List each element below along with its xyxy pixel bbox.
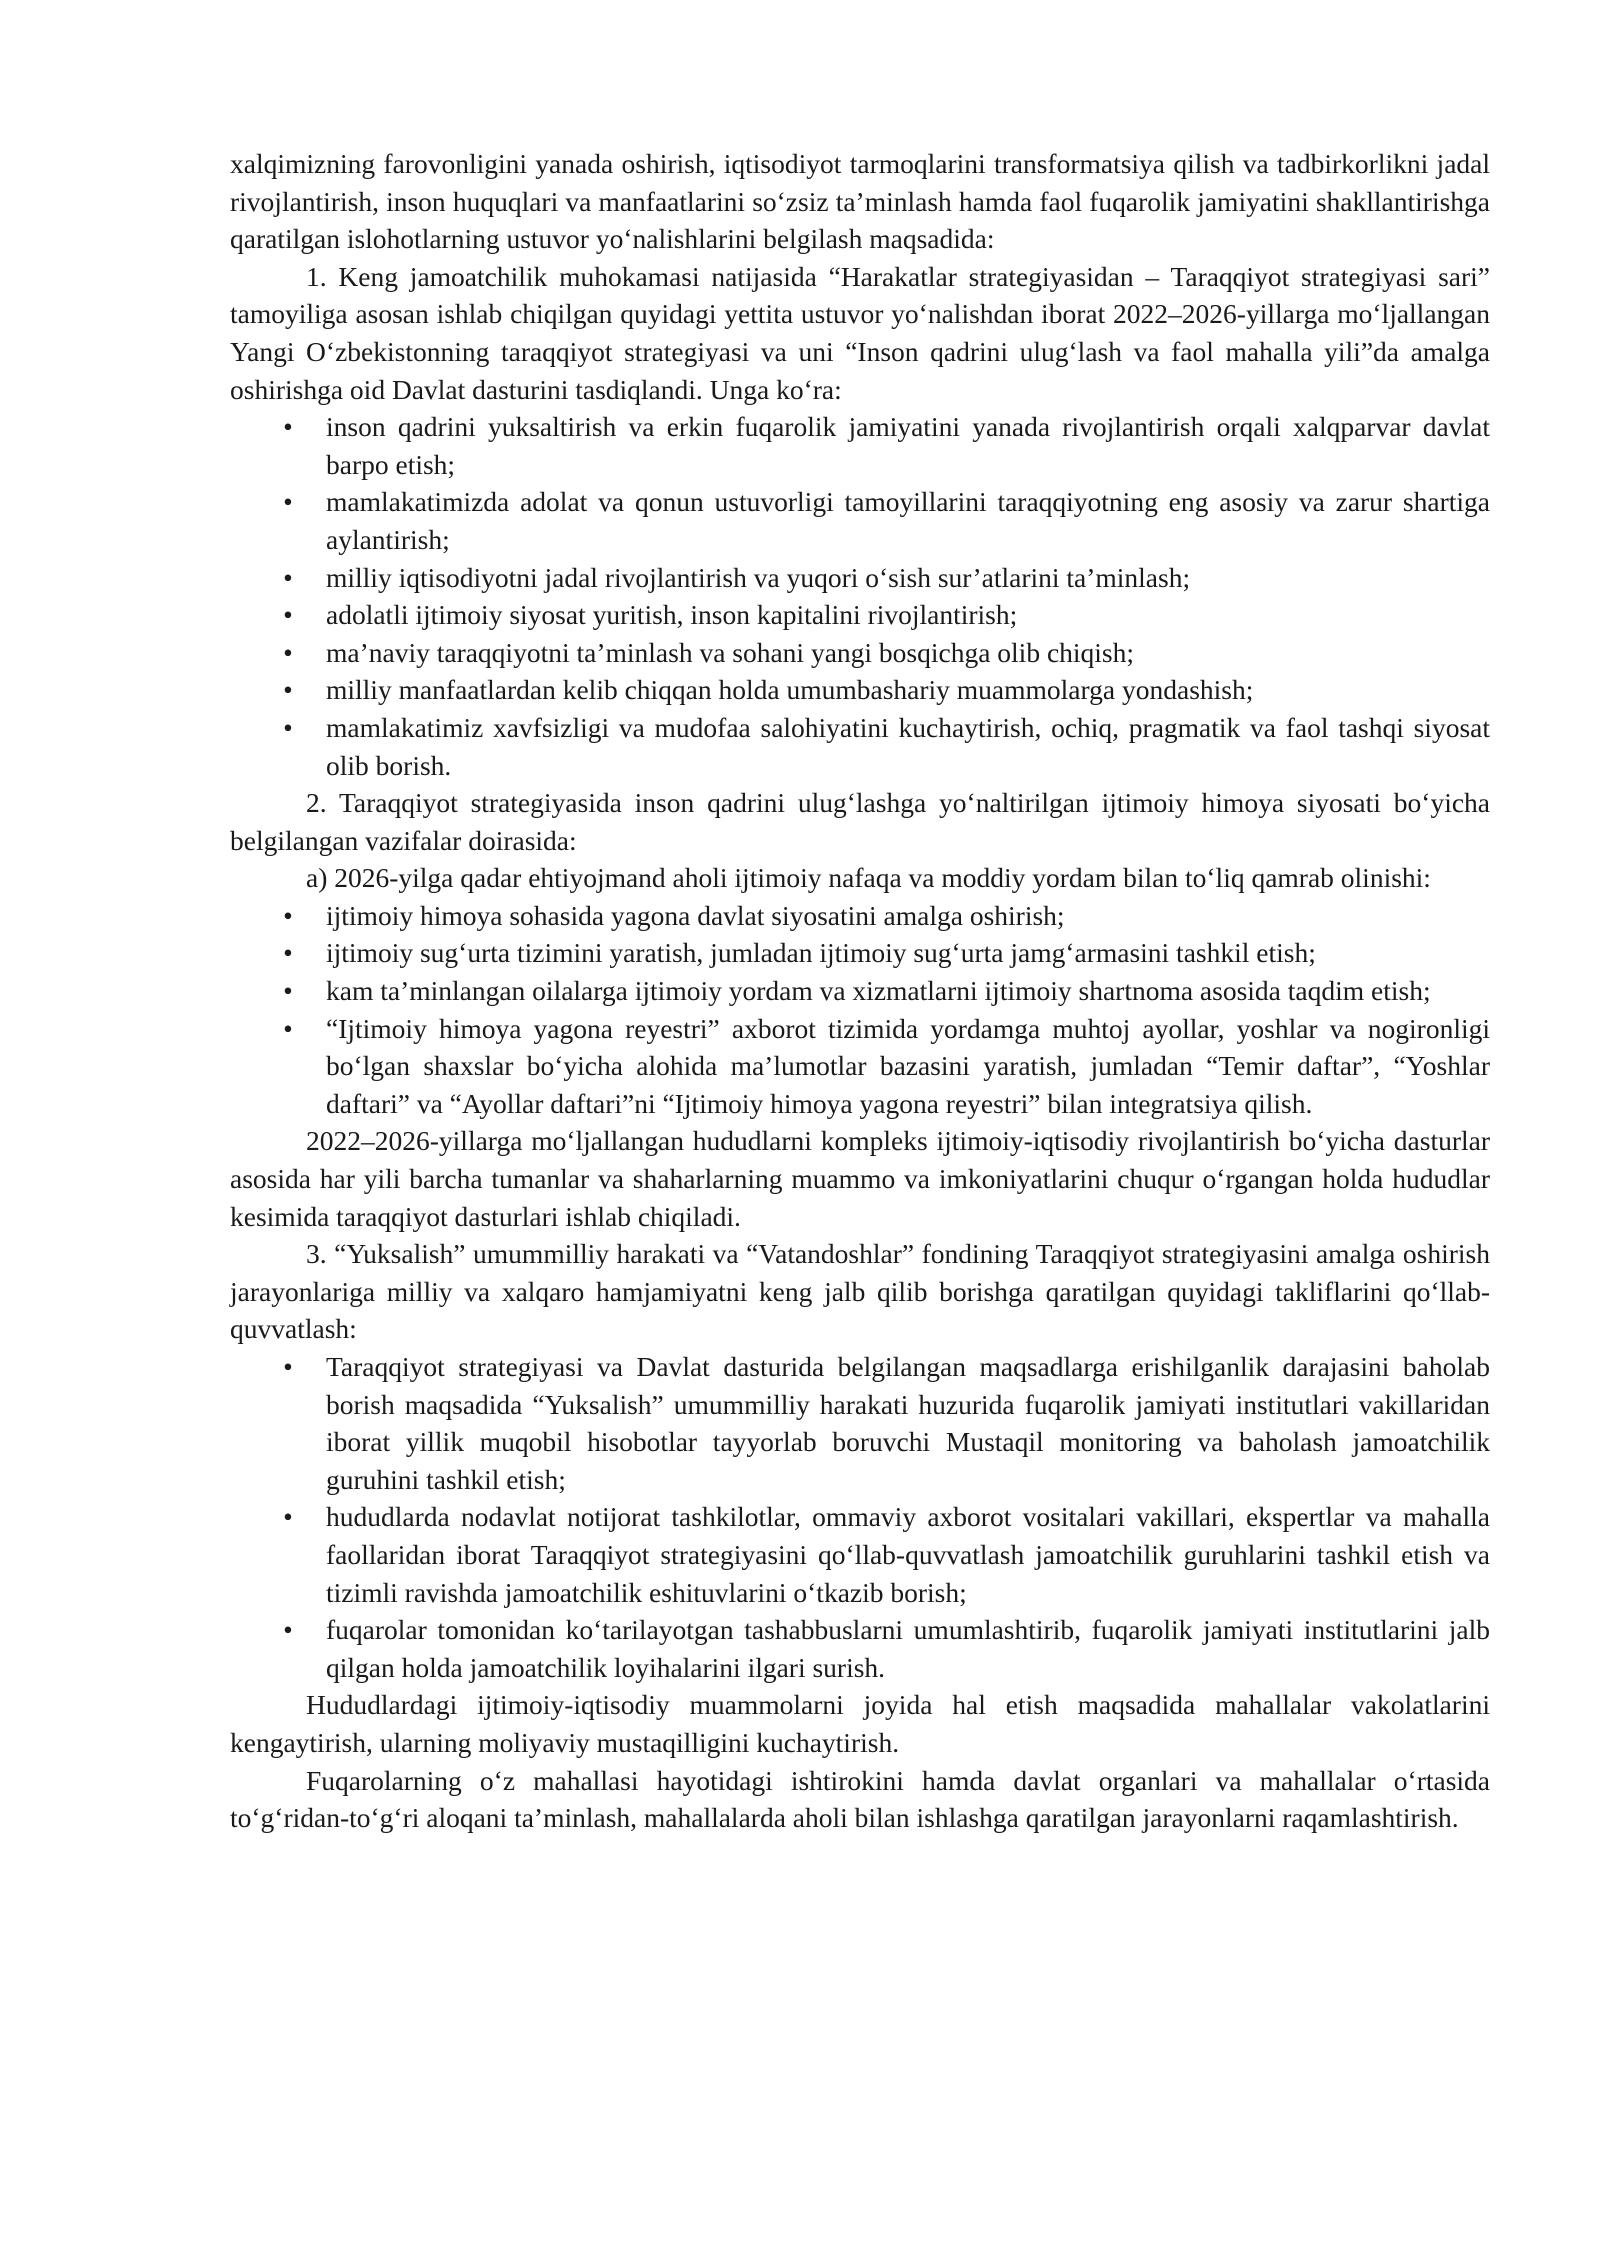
list-item (230, 1611, 1490, 1686)
list-item-text: “Ijtimoiy himoya yagona reyestri” axborot tizimida yordamga muhtoj ayollar, yoshlar va nogironligi bo‘lgan shaxslar bo‘yicha alohida ma’lumotlar bazasini yaratish, jumladan “Temir daftar”, “Yoshlar daftari” va “Ayollar daftari”ni “Ijtimoiy himoya yagona reyestri” bilan integratsiya qilish. (326, 1012, 1490, 1119)
list-item-text: inson qadrini yuksaltirish va erkin fuqarolik jamiyatini yanada rivojlantirish orqali xalqparvar davlat barpo etish; (326, 411, 1490, 480)
list-item (230, 671, 1490, 709)
bullet-icon: • (283, 561, 293, 593)
item-1-paragraph: 1. Keng jamoatchilik muhokamasi natijasida “Harakatlar strategiyasidan – Taraqqiyot strategiyasi sari” tamoyiliga asosan ishlab chiqilgan quyidagi yettita ustuvor yo‘nalishdan iborat 2022–2026-yillarga mo‘ljallangan Yangi O‘zbekistonning taraqqiyot strategiyasi va uni “Inson qadrini ulug‘lash va faol mahalla yili”da amalga oshirishga oid Davlat dasturini tasdiqlandi. Unga ko‘ra: (230, 260, 1490, 405)
list-item (230, 709, 1490, 784)
list-item (230, 596, 1490, 634)
regions-paragraph: 2022–2026-yillarga mo‘ljallangan hududlarni kompleks ijtimoiy-iqtisodiy rivojlantirish bo‘yicha dasturlar asosida har yili barcha tumanlar va shaharlarning muammo va imkoniyatlarini chuqur o‘rgangan holda hududlar kesimida taraqqiyot dasturlari ishlab chiqiladi. (230, 1125, 1490, 1232)
list-item (230, 559, 1490, 597)
list-item-text: adolatli ijtimoiy siyosat yuritish, inson kapitalini rivojlantirish; (326, 599, 1018, 631)
list-item-text: mamlakatimiz xavfsizligi va mudofaa salohiyatini kuchaytirish, ochiq, pragmatik va faol tashqi siyosat olib borish. (326, 711, 1490, 781)
list-item (230, 1348, 1490, 1498)
digitalization-paragraph: Fuqarolarning o‘z mahallasi hayotidagi ishtirokini hamda davlat organlari va mahallalar o‘rtasida to‘g‘ridan-to‘g‘ri aloqani ta’minlash, mahallalarda aholi bilan ishlashga qaratilgan jarayonlarni raqamlashtirish. (230, 1764, 1490, 1834)
list-item-text: kam ta’minlangan oilalarga ijtimoiy yordam va xizmatlarni ijtimoiy shartnoma asosida taqdim etish; (326, 975, 1431, 1007)
list-item-text: hududlarda nodavlat notijorat tashkilotlar, ommaviy axborot vositalari vakillari, ekspertlar va mahalla faollaridan iborat Taraqqiyot strategiyasini qo‘llab-quvvatlash jamoatchilik guruhlarini tashkil etish va tizimli ravishda jamoatchilik eshituvlarini o‘tkazib borish; (326, 1501, 1490, 1608)
item-3-paragraph: 3. “Yuksalish” umummilliy harakati va “Vatandoshlar” fondining Taraqqiyot strategiyasini amalga oshirish jarayonlariga milliy va xalqaro hamjamiyatni keng jalb qilib borishga qaratilgan quyidagi takliflarini qo‘llab-quvvatlash: (230, 1238, 1490, 1345)
list-item-text: ma’naviy taraqqiyotni ta’minlash va sohani yangi bosqichga olib chiqish; (326, 636, 1135, 668)
bullet-icon: • (283, 937, 293, 969)
list-item-text: fuqarolar tomonidan ko‘tarilayotgan tashabbuslarni umumlashtirib, fuqarolik jamiyati institutlarini jalb qilgan holda jamoatchilik loyihalarini ilgari surish. (326, 1614, 1490, 1683)
bullet-icon: • (283, 975, 293, 1007)
bullet-icon: • (283, 1012, 293, 1044)
list-item (230, 1498, 1490, 1611)
bullet-icon: • (283, 599, 293, 631)
list-item (230, 483, 1490, 558)
bullet-icon: • (283, 1501, 293, 1533)
list-item (230, 972, 1490, 1010)
list-item-text: Taraqqiyot strategiyasi va Davlat dasturida belgilangan maqsadlarga erishilganlik darajasini baholab borish maqsadida “Yuksalish” umummilliy harakati huzurida fuqarolik jamiyati institutlari vakillaridan iborat yillik muqobil hisobotlar tayyorlab boruvchi Mustaqil monitoring va baholash jamoatchilik guruhini tashkil etish; (326, 1351, 1490, 1495)
bullet-icon: • (283, 486, 293, 518)
priority-directions-list (230, 408, 1490, 784)
bullet-icon: • (283, 711, 293, 743)
social-protection-list (230, 897, 1490, 1123)
proposals-list (230, 1348, 1490, 1686)
bullet-icon: • (283, 899, 293, 931)
document-page (230, 145, 1490, 1837)
list-item-text: ijtimoiy sug‘urta tizimini yaratish, jumladan ijtimoiy sug‘urta jamg‘armasini tashkil etish; (326, 937, 1316, 969)
list-item (230, 934, 1490, 972)
item-2a-paragraph: a) 2026-yilga qadar ehtiyojmand aholi ijtimoiy nafaqa va moddiy yordam bilan to‘liq qamrab olinishi: (306, 862, 1431, 894)
list-item-text: ijtimoiy himoya sohasida yagona davlat siyosatini amalga oshirish; (326, 899, 1065, 931)
bullet-icon: • (283, 674, 293, 706)
mahalla-paragraph: Hududlardagi ijtimoiy-iqtisodiy muammolarni joyida hal etish maqsadida mahallalar vakolatlarini kengaytirish, ularning moliyaviy mustaqilligini kuchaytirish. (230, 1689, 1490, 1758)
list-item (230, 897, 1490, 935)
list-item-text: milliy iqtisodiyotni jadal rivojlantirish va yuqori o‘sish sur’atlarini ta’minlash; (326, 561, 1191, 593)
list-item-text: milliy manfaatlardan kelib chiqqan holda umumbashariy muammolarga yondashish; (326, 674, 1254, 706)
intro-paragraph: xalqimizning farovonligini yanada oshirish, iqtisodiyot tarmoqlarini transformatsiya qilish va tadbirkorlikni jadal rivojlantirish, inson huquqlari va manfaatlarini so‘zsiz ta’minlash hamda faol fuqarolik jamiyatini shakllantirishga qaratilgan islohotlarning ustuvor yo‘nalishlarini belgilash maqsadida: (230, 148, 1490, 255)
item-2-paragraph: 2. Taraqqiyot strategiyasida inson qadrini ulug‘lashga yo‘naltirilgan ijtimoiy himoya siyosati bo‘yicha belgilangan vazifalar doirasida: (230, 787, 1490, 856)
bullet-icon: • (283, 1614, 293, 1646)
bullet-icon: • (283, 411, 293, 443)
list-item (230, 408, 1490, 483)
list-item (230, 634, 1490, 672)
bullet-icon: • (283, 1351, 293, 1382)
bullet-icon: • (283, 636, 293, 668)
list-item (230, 1010, 1490, 1123)
list-item-text: mamlakatimizda adolat va qonun ustuvorligi tamoyillarini taraqqiyotning eng asosiy va zarur shartiga aylantirish; (326, 486, 1490, 555)
